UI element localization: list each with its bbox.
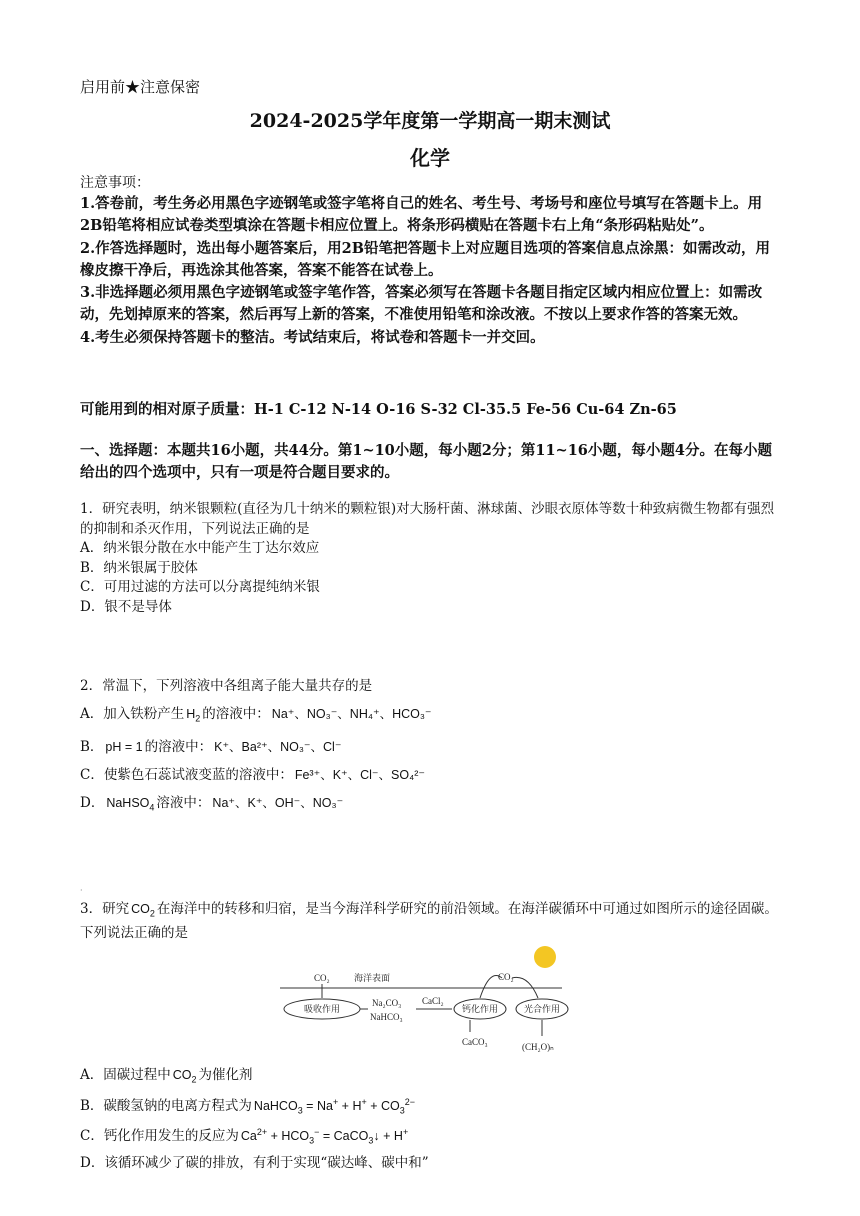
confidential-label: 启用前★注意保密 [80,78,201,96]
formula-nahso4: NaHSO$_4$ [106,795,155,812]
question-2 [80,672,780,821]
formula-h2: $H_2$ [186,707,201,724]
atomic-mass-line: 可能用到的相对原子质量：H-1 C-12 N-14 O-16 S-32 Cl-35.5 Fe-56 Cu-64 Zn-65 [80,401,677,418]
note-item: 4.考生必须保持答题卡的整洁。考试结束后，将试卷和答题卡一并交回。 [80,328,545,346]
equation-calcification: $Ca^{2+} + HCO_3^-$ = CaCO$_3$↓ + H+ [240,1127,409,1146]
ion-list: Na⁺、K⁺、OH⁻、NO₃⁻ [212,795,344,810]
diagram-photo: 光合作用 [524,1004,561,1014]
diagram-na2co3: Na₂CO₃ [372,998,402,1008]
option-c: C．可用过滤的方法可以分离提纯纳米银 [80,579,320,595]
subject-title: 化学 [410,146,450,170]
diagram-nahco3: NaHCO₃ [370,1012,403,1022]
note-item: 2.作答选择题时，选出每小题答案后，用2B铅笔把答题卡上对应题目选项的答案信息点涂黑：如需改动，用橡皮擦干净后，再选涂其他答案，答案不能答在试卷上。 [80,239,770,279]
question-3-options [80,1064,780,1174]
diagram-calcify: 钙化作用 [462,1004,499,1014]
option-a: A．加入铁粉产生 $H_2$ 的溶液中： Na⁺、NO₃⁻、NH₄⁺、HCO₃⁻ [80,706,432,724]
diagram-sea-surface: 海洋表面 [354,973,391,983]
question-3 [80,900,780,944]
formula-co2: $CO_2$ [172,1068,197,1085]
exam-title: 2024-2025学年度第一学期高一期末测试 [249,110,611,132]
diagram-co2-left: CO₂ [314,973,330,983]
section-heading: 一、选择题：本题共16小题，共44分。第1~10小题，每小题2分；第11~16小题，每小题4分。在每小题给出的四个选项中，只有一项是符合题目要求的。 [80,442,772,481]
ion-list: Na⁺、NO₃⁻、NH₄⁺、HCO₃⁻ [271,707,432,721]
formula-co2: $CO_2$ [131,902,155,919]
notes-list [80,193,780,349]
option-c: C．钙化作用发生的反应为 $Ca^{2+} + HCO_3^-$ = CaCO$_3$↓ + H+ [80,1127,409,1146]
option-d: D．该循环减少了碳的排放，有利于实现“碳达峰、碳中和” [80,1154,429,1171]
sun-icon [534,946,556,968]
question-1 [80,500,780,617]
question-stem: 1．研究表明，纳米银颗粒(直径为几十纳米的颗粒银)对大肠杆菌、淋球菌、沙眼衣原体等数十种致病微生物都有强烈的抑制和杀灭作用，下列说法正确的是 [80,501,775,537]
diagram-co2-top: CO₂ [498,972,514,982]
stray-mark: · [80,886,83,895]
diagram-cacl2: CaCl₂ [422,996,444,1006]
option-b: B．碳酸氢钠的电离方程式为 NaHCO$_3$ = $Na^+ + H^+ + CO_3^{2-}$ [80,1096,416,1116]
question-stem: 2．常温下，下列溶液中各组离子能大量共存的是 [80,678,373,694]
option-b: B．纳米银属于胶体 [80,559,198,576]
diagram-caco3: CaCO₃ [462,1037,488,1047]
equation-ionization: NaHCO$_3$ = $Na^+ + H^+ + CO_3^{2-}$ [253,1096,416,1116]
ion-list: K⁺、Ba²⁺、NO₃⁻、Cl⁻ [214,739,342,754]
option-a: A．纳米银分散在水中能产生丁达尔效应 [80,540,320,556]
notes-heading: 注意事项： [80,175,150,191]
option-a: A．固碳过程中 $CO_2$ 为催化剂 [80,1067,253,1085]
option-d: D． NaHSO$_4$ 溶液中： Na⁺、K⁺、OH⁻、NO₃⁻ [80,794,344,812]
note-item: 3.非选择题必须用黑色字迹钢笔或签字笔作答，答案必须写在答题卡各题目指定区域内相应位置上：如需改动，先划掉原来的答案，然后再写上新的答案，不准使用铅笔和涂改液。不按以上要求作答的答案无效。 [80,284,763,324]
diagram-ch2o: (CH₂O)ₙ [522,1042,554,1052]
ion-list: Fe³⁺、K⁺、Cl⁻、SO₄²⁻ [294,767,425,782]
option-b: B． pH = 1 的溶液中： K⁺、Ba²⁺、NO₃⁻、Cl⁻ [80,738,342,755]
formula-ph: pH = 1 [105,739,143,754]
option-c: C．使紫色石蕊试液变蓝的溶液中： Fe³⁺、K⁺、Cl⁻、SO₄²⁻ [80,766,425,783]
diagram-absorb: 吸收作用 [304,1004,341,1014]
question-stem: 3．研究 $CO_2$ 在海洋中的转移和归宿，是当今海洋科学研究的前沿领域。在海洋碳循环中可通过如图所示的途径固碳。下列说法正确的是 [80,901,778,941]
note-item: 1.答卷前，考生务必用黑色字迹钢笔或签字笔将自己的姓名、考生号、考场号和座位号填写在答题卡上。用2B铅笔将相应试卷类型填涂在答题卡相应位置上。将条形码横贴在答题卡右上角“条形码粘贴处”。 [80,195,763,235]
option-d: D．银不是导体 [80,598,172,615]
